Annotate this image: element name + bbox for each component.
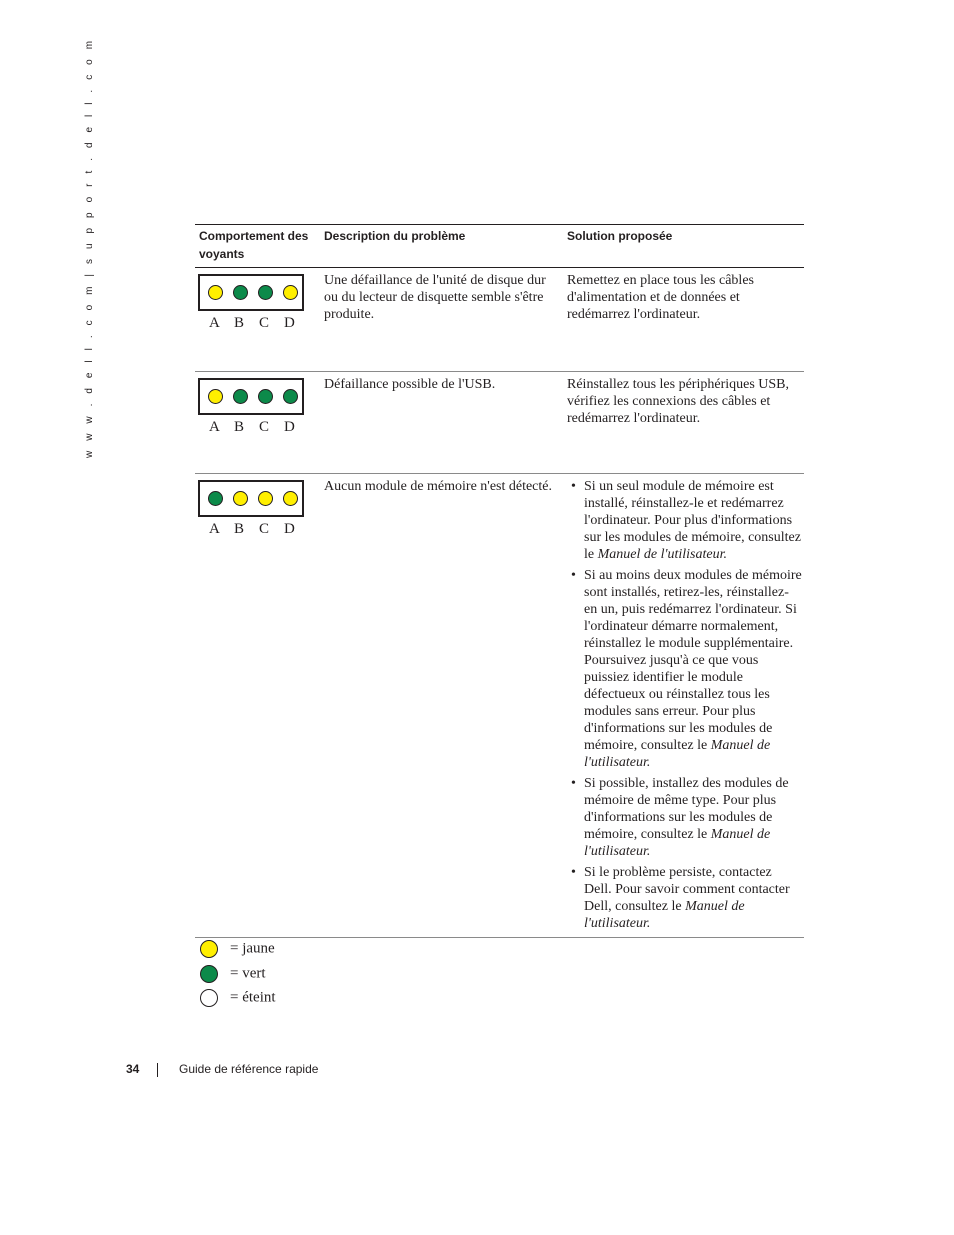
suggested-solution: Réinstallez tous les périphériques USB, vérifiez les connexions des câbles et redémarrez l'ordinateur. bbox=[567, 377, 790, 426]
led-c-icon bbox=[258, 389, 273, 404]
led-b-icon bbox=[233, 491, 248, 506]
legend-label: = éteint bbox=[230, 989, 276, 1006]
header-light-behavior: Comportement des voyants bbox=[199, 229, 309, 261]
diagnostic-lights-table bbox=[195, 224, 804, 938]
problem-description: Une défaillance de l'unité de disque dur ou du lecteur de disquette semble s'être produite. bbox=[324, 273, 546, 322]
led-letters bbox=[209, 315, 309, 332]
led-letters bbox=[209, 419, 309, 436]
led-a-icon bbox=[208, 389, 223, 404]
led-letter: C bbox=[259, 521, 270, 537]
led-b-icon bbox=[233, 285, 248, 300]
solution-bullet-list bbox=[567, 478, 802, 932]
led-a-icon bbox=[208, 491, 223, 506]
led-letter: C bbox=[259, 419, 270, 435]
manual-reference: Manuel de l'utilisateur. bbox=[584, 827, 771, 859]
header-suggested-solution: Solution proposée bbox=[567, 229, 673, 243]
problem-description: Défaillance possible de l'USB. bbox=[324, 377, 496, 392]
manual-reference: Manuel de l'utilisateur. bbox=[584, 899, 745, 931]
table-header bbox=[195, 225, 804, 268]
led-c-icon bbox=[258, 285, 273, 300]
led-panel bbox=[198, 274, 304, 311]
led-letter: D bbox=[284, 521, 295, 537]
led-c-icon bbox=[258, 491, 273, 506]
led-d-icon bbox=[283, 389, 298, 404]
led-a-icon bbox=[208, 285, 223, 300]
manual-reference: Manuel de l'utilisateur. bbox=[597, 547, 727, 562]
table-row bbox=[195, 372, 804, 474]
bullet-text: Si possible, installez des modules de mémoire de même type. Pour plus d'informations sur les modules de mémoire, consultez le bbox=[584, 776, 789, 842]
table-row bbox=[195, 474, 804, 938]
led-letter: D bbox=[284, 315, 295, 331]
table-row bbox=[195, 268, 804, 372]
manual-reference: Manuel de l'utilisateur. bbox=[584, 738, 771, 770]
bullet-text: Si le problème persiste, contactez Dell. Pour savoir comment contacter Dell, consultez le bbox=[584, 865, 790, 914]
led-b-icon bbox=[233, 389, 248, 404]
led-letters bbox=[209, 521, 309, 538]
bullet-text: Si au moins deux modules de mémoire sont installés, retirez-les, réinstallez-en un, puis redémarrez l'ordinateur. Si l'ordinateur démarre normalement, réinstallez le module supplémentaire. Poursuivez jusqu'à ce que vous puissiez identifier le module défectueux ou réinstallez tous les modules sans erreur. Pour plus d'informations sur les modules de mémoire, consultez le bbox=[584, 568, 802, 753]
led-d-icon bbox=[283, 491, 298, 506]
led-letter: A bbox=[209, 521, 220, 537]
legend-label: = jaune bbox=[230, 940, 275, 957]
legend-item-green bbox=[200, 965, 276, 990]
problem-description: Aucun module de mémoire n'est détecté. bbox=[324, 479, 552, 494]
solution-bullet bbox=[567, 567, 802, 771]
off-led-icon bbox=[200, 989, 218, 1007]
guide-title: Guide de référence rapide bbox=[179, 1062, 319, 1076]
led-letter: D bbox=[284, 419, 295, 435]
solution-bullet bbox=[567, 864, 802, 932]
green-led-icon bbox=[200, 965, 218, 983]
led-letter: B bbox=[234, 521, 245, 537]
led-legend bbox=[200, 940, 276, 1014]
legend-label: = vert bbox=[230, 965, 266, 981]
led-d-icon bbox=[283, 285, 298, 300]
led-letter: B bbox=[234, 419, 245, 435]
footer-separator bbox=[157, 1063, 158, 1077]
led-panel bbox=[198, 378, 304, 415]
legend-item-yellow bbox=[200, 940, 276, 965]
led-letter: B bbox=[234, 315, 245, 331]
bullet-text: Si un seul module de mémoire est installé, réinstallez-le et redémarrez l'ordinateur. Pour plus d'informations sur les modules de mémoire, consultez le bbox=[584, 479, 801, 562]
led-letter: A bbox=[209, 419, 220, 435]
led-letter: A bbox=[209, 315, 220, 331]
led-panel bbox=[198, 480, 304, 517]
legend-item-off bbox=[200, 989, 276, 1014]
suggested-solution: Remettez en place tous les câbles d'alimentation et de données et redémarrez l'ordinateur. bbox=[567, 273, 754, 322]
yellow-led-icon bbox=[200, 940, 218, 958]
solution-bullet bbox=[567, 478, 802, 563]
solution-bullet bbox=[567, 775, 802, 860]
suggested-solution bbox=[567, 478, 802, 936]
page-number: 34 bbox=[126, 1062, 140, 1076]
header-problem-description: Description du problème bbox=[324, 229, 466, 243]
led-letter: C bbox=[259, 315, 270, 331]
side-url: w w w . d e l l . c o m | s u p p o r t . d e l l . c o m bbox=[84, 37, 95, 458]
